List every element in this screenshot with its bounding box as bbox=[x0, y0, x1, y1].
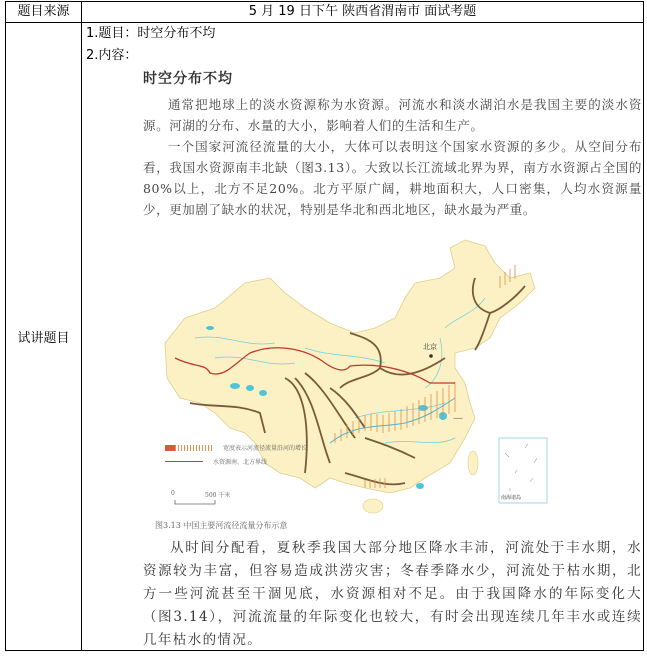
legend-label-boundary: 水资源南、北方界线 bbox=[213, 459, 268, 466]
scan-paragraph-3: 从时间分配看，夏秋季我国大部分地区降水丰沛，河流处于丰水期，水资源较为丰富，但容易造成洪涝灾害；冬春季降水少，河流处于枯水期，北方一些河流甚至干涸见底，水资源相对不足。由于我国降水的年际变化大（图3.14），河流流量的年际变化也较大，有时会出现连续几年丰水或连续几年枯水的情况。 bbox=[143, 540, 642, 648]
textbook-scan bbox=[137, 68, 642, 652]
stray-mark: — bbox=[453, 413, 463, 424]
beijing-label: 北京 bbox=[423, 343, 437, 351]
exam-table bbox=[5, 1, 644, 651]
topic-content bbox=[82, 23, 644, 651]
scan-title: 时空分布不均 bbox=[143, 71, 233, 87]
header-row bbox=[6, 2, 644, 23]
topic-row bbox=[6, 23, 644, 651]
scan-paragraph-1: 通常把地球上的淡水资源称为水资源。河流水和淡水湖泊水是我国主要的淡水资源。河湖的分布、水量的大小，影响着人们的生活和生产。 bbox=[143, 97, 642, 133]
scale-bar-icon bbox=[175, 500, 215, 504]
boundary-swatch-icon bbox=[165, 461, 203, 462]
source-label: 题目来源 bbox=[6, 2, 82, 23]
inset-islands-icon bbox=[505, 444, 537, 491]
scale-start: 0 bbox=[171, 490, 175, 497]
topic-line: 1.题目：时空分布不均 bbox=[86, 26, 216, 41]
topic-label: 试讲题目 bbox=[6, 23, 82, 651]
legend-item-boundary bbox=[165, 457, 307, 466]
map-graphic bbox=[155, 238, 575, 518]
runoff-swatch-icon bbox=[165, 445, 213, 451]
content-line: 2.内容： bbox=[86, 48, 138, 63]
map-caption: 图3.13 中国主要河流径流量分布示意 bbox=[155, 521, 288, 530]
legend-item-runoff bbox=[165, 443, 307, 452]
source-value: 5 月 19 日下午 陕西省渭南市 面试考题 bbox=[82, 2, 644, 23]
china-river-map bbox=[155, 238, 575, 518]
map-legend bbox=[165, 443, 307, 471]
scale-end: 500 千米 bbox=[205, 492, 231, 499]
scan-paragraph-2: 一个国家河流径流量的大小，大体可以表明这个国家水资源的多少。从空间分布看，我国水资源南丰北缺（图3.13）。大致以长江流域北界为界，南方水资源占全国的80%以上，北方不足20%。北方平原广阔，耕地面积大，人口密集，人均水资源量少，更加剧了缺水的状况，特别是华北和西北地区，缺水最为严重。 bbox=[143, 139, 642, 217]
legend-label-runoff: 宽度表示河流径流量沿河的增长 bbox=[223, 445, 308, 452]
inset-label: 南海诸岛 bbox=[501, 495, 522, 501]
